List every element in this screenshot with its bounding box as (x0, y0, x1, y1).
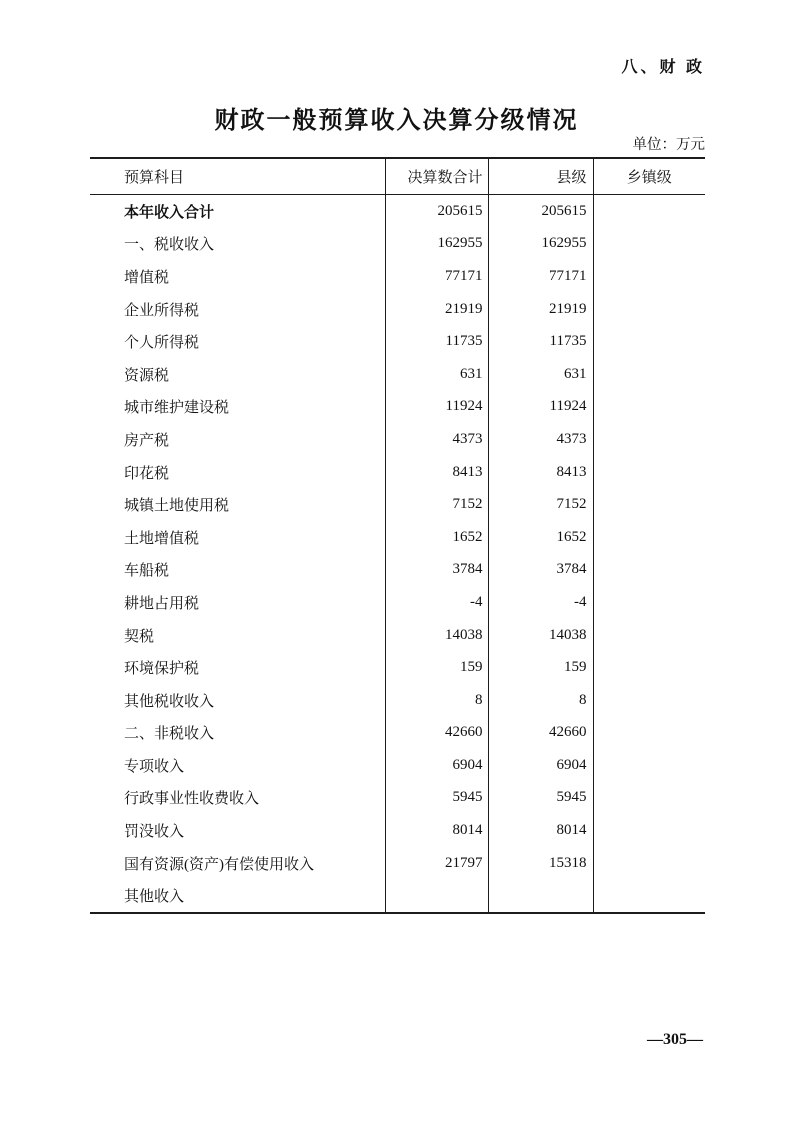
table-row (90, 456, 705, 489)
cell-label: 一、税收收入 (90, 228, 385, 261)
table-row (90, 325, 705, 358)
cell-township (593, 391, 705, 424)
cell-county: 3784 (488, 554, 593, 587)
table-row (90, 521, 705, 554)
budget-table (90, 157, 705, 914)
cell-total: 1652 (385, 521, 488, 554)
cell-label: 契税 (90, 619, 385, 652)
cell-township (593, 684, 705, 717)
table-row (90, 391, 705, 424)
cell-township (593, 782, 705, 815)
table-row (90, 358, 705, 391)
cell-county: 14038 (488, 619, 593, 652)
cell-county: 205615 (488, 195, 593, 228)
cell-total: 205615 (385, 195, 488, 228)
cell-total: 159 (385, 651, 488, 684)
cell-total: 42660 (385, 717, 488, 750)
cell-label: 企业所得税 (90, 293, 385, 326)
cell-label: 增值税 (90, 260, 385, 293)
cell-label: 其他税收收入 (90, 684, 385, 717)
table-row (90, 651, 705, 684)
table-row (90, 717, 705, 750)
cell-total: 77171 (385, 260, 488, 293)
cell-township (593, 749, 705, 782)
cell-county: 5945 (488, 782, 593, 815)
table-row (90, 586, 705, 619)
cell-township (593, 554, 705, 587)
cell-label: 印花税 (90, 456, 385, 489)
table-row (90, 847, 705, 880)
cell-county: -4 (488, 586, 593, 619)
cell-county: 11735 (488, 325, 593, 358)
cell-total: 3784 (385, 554, 488, 587)
cell-label: 车船税 (90, 554, 385, 587)
cell-label: 行政事业性收费收入 (90, 782, 385, 815)
table-row (90, 488, 705, 521)
cell-county: 42660 (488, 717, 593, 750)
cell-township (593, 521, 705, 554)
cell-total: 21919 (385, 293, 488, 326)
table-row (90, 782, 705, 815)
cell-township (593, 879, 705, 913)
cell-label: 其他收入 (90, 879, 385, 913)
cell-total: 8413 (385, 456, 488, 489)
cell-label: 耕地占用税 (90, 586, 385, 619)
cell-township (593, 586, 705, 619)
column-header-county-level: 县级 (488, 158, 593, 195)
cell-township (593, 717, 705, 750)
table-header-row (90, 158, 705, 195)
cell-label: 环境保护税 (90, 651, 385, 684)
cell-total: 8 (385, 684, 488, 717)
cell-total: 11735 (385, 325, 488, 358)
cell-label: 国有资源(资产)有偿使用收入 (90, 847, 385, 880)
cell-township (593, 228, 705, 261)
cell-total: 4373 (385, 423, 488, 456)
table-row (90, 293, 705, 326)
cell-township (593, 814, 705, 847)
cell-county: 7152 (488, 488, 593, 521)
cell-county: 77171 (488, 260, 593, 293)
table-row (90, 619, 705, 652)
cell-total: 162955 (385, 228, 488, 261)
cell-total: 21797 (385, 847, 488, 880)
column-header-final-total: 决算数合计 (385, 158, 488, 195)
cell-label: 城镇土地使用税 (90, 488, 385, 521)
page-title: 财政一般预算收入决算分级情况 (214, 108, 579, 134)
cell-county: 11924 (488, 391, 593, 424)
cell-township (593, 293, 705, 326)
cell-label: 专项收入 (90, 749, 385, 782)
cell-label: 房产税 (90, 423, 385, 456)
table-row (90, 879, 705, 913)
cell-total: 11924 (385, 391, 488, 424)
cell-label: 本年收入合计 (90, 195, 385, 228)
column-header-budget-item: 预算科目 (90, 158, 385, 195)
table-row (90, 260, 705, 293)
cell-township (593, 651, 705, 684)
cell-county: 21919 (488, 293, 593, 326)
cell-label: 罚没收入 (90, 814, 385, 847)
table-row (90, 195, 705, 228)
cell-label: 个人所得税 (90, 325, 385, 358)
cell-total: 5945 (385, 782, 488, 815)
cell-township (593, 325, 705, 358)
cell-total: 631 (385, 358, 488, 391)
cell-township (593, 260, 705, 293)
table-body (90, 195, 705, 914)
cell-county: 162955 (488, 228, 593, 261)
cell-township (593, 488, 705, 521)
cell-township (593, 423, 705, 456)
cell-township (593, 847, 705, 880)
cell-label: 资源税 (90, 358, 385, 391)
cell-label: 土地增值税 (90, 521, 385, 554)
cell-township (593, 619, 705, 652)
cell-county: 8014 (488, 814, 593, 847)
cell-county (488, 879, 593, 913)
cell-total: -4 (385, 586, 488, 619)
cell-label: 二、非税收入 (90, 717, 385, 750)
cell-county: 159 (488, 651, 593, 684)
cell-label: 城市维护建设税 (90, 391, 385, 424)
page-number: —305— (647, 1031, 703, 1048)
cell-county: 8413 (488, 456, 593, 489)
table-row (90, 423, 705, 456)
unit-note: 单位：万元 (632, 137, 705, 153)
cell-county: 8 (488, 684, 593, 717)
table-row (90, 684, 705, 717)
cell-county: 15318 (488, 847, 593, 880)
table-row (90, 749, 705, 782)
cell-total: 14038 (385, 619, 488, 652)
cell-county: 631 (488, 358, 593, 391)
table-row (90, 814, 705, 847)
cell-total: 6904 (385, 749, 488, 782)
cell-total (385, 879, 488, 913)
cell-township (593, 195, 705, 228)
cell-township (593, 456, 705, 489)
column-header-township-level: 乡镇级 (593, 158, 705, 195)
table-row (90, 554, 705, 587)
table-header (90, 158, 705, 195)
cell-total: 7152 (385, 488, 488, 521)
cell-total: 8014 (385, 814, 488, 847)
cell-township (593, 358, 705, 391)
cell-county: 6904 (488, 749, 593, 782)
cell-county: 4373 (488, 423, 593, 456)
cell-county: 1652 (488, 521, 593, 554)
table-row (90, 228, 705, 261)
section-header: 八、财 政 (621, 59, 705, 76)
